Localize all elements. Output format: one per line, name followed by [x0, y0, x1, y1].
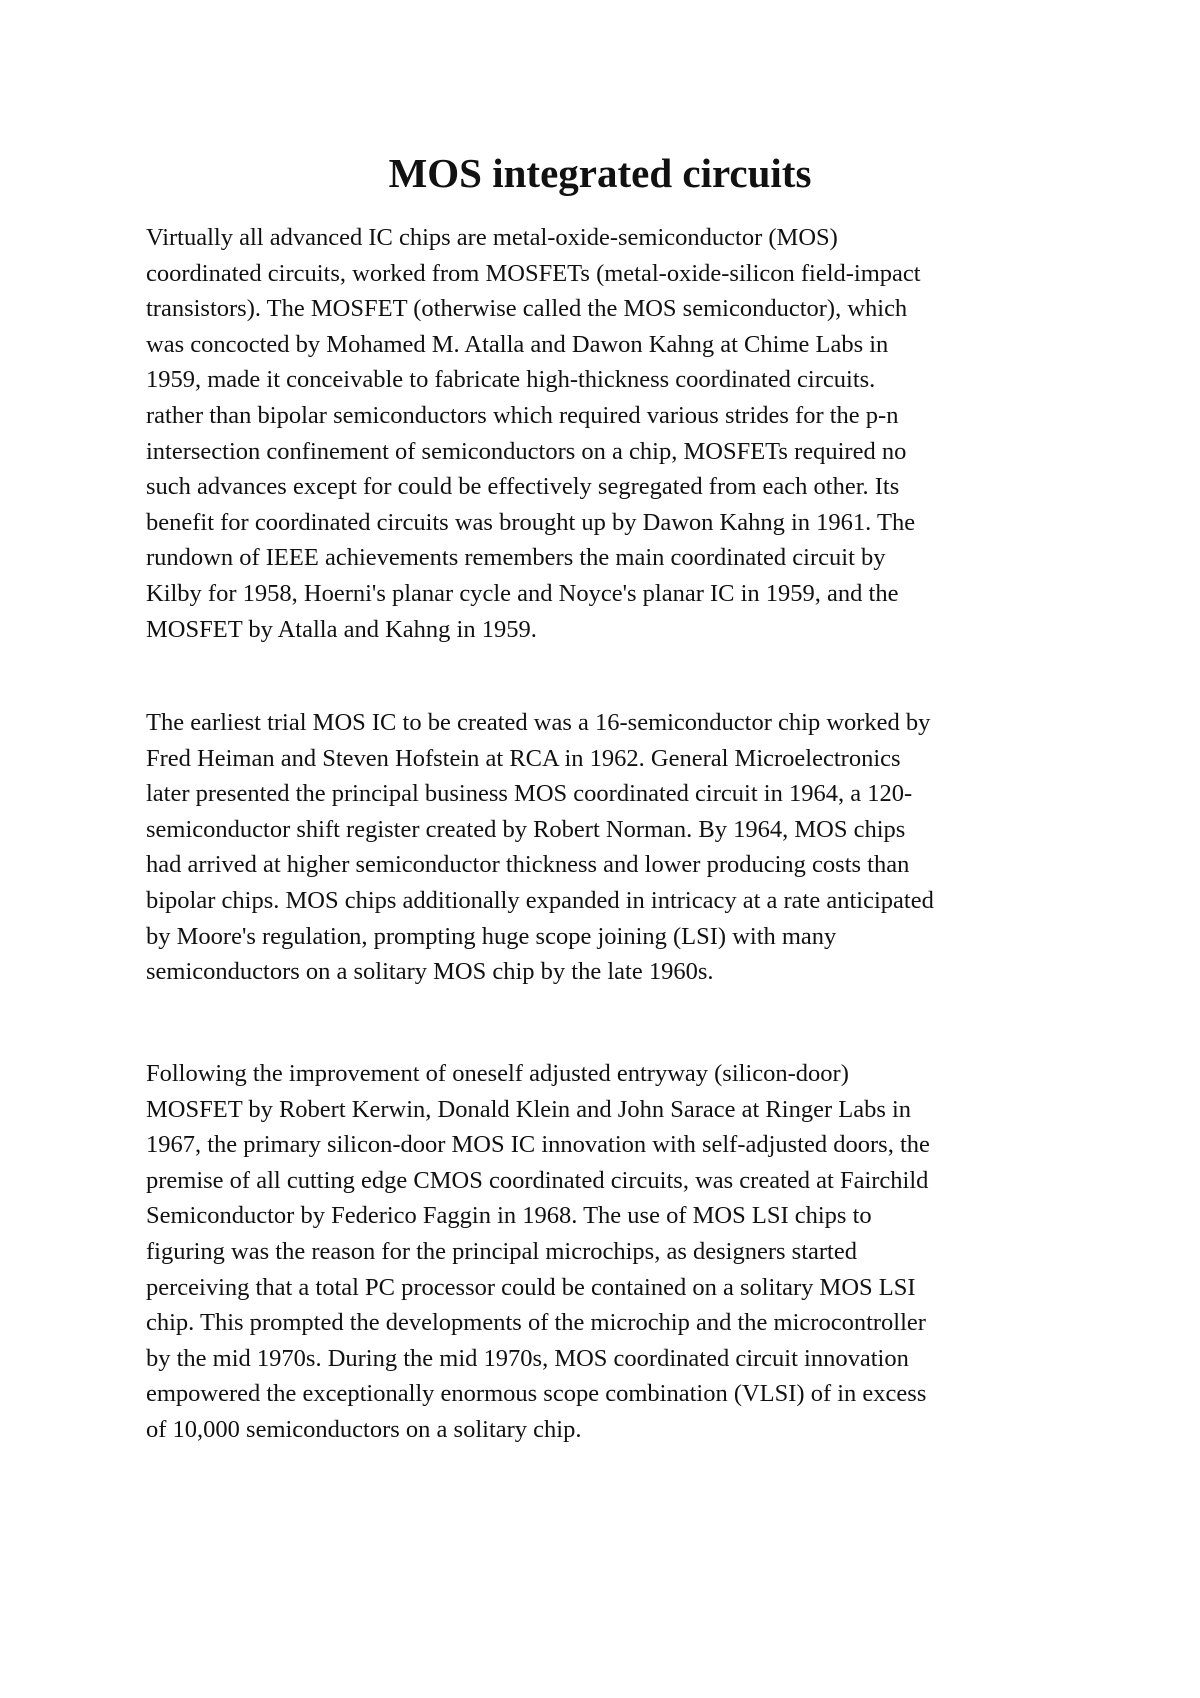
text-line: rundown of IEEE achievements remembers the main coordinated circuit by	[146, 544, 886, 572]
text-line: The earliest trial MOS IC to be created was a 16-semiconductor chip worked by	[146, 709, 931, 736]
text-line: later presented the principal business MOS coordinated circuit in 1964, a 120-	[146, 780, 913, 808]
text-line: of 10,000 semiconductors on a solitary chip.	[146, 1415, 582, 1443]
text-line: empowered the exceptionally enormous scope combination (VLSI) of in excess	[146, 1380, 927, 1408]
text-line: had arrived at higher semiconductor thickness and lower producing costs than	[146, 851, 910, 879]
paragraph-3	[146, 1056, 1086, 1448]
text-line: by the mid 1970s. During the mid 1970s, MOS coordinated circuit innovation	[146, 1344, 909, 1372]
text-line: 1959, made it conceivable to fabricate high-thickness coordinated circuits.	[146, 366, 876, 394]
text-line: semiconductors on a solitary MOS chip by the late 1960s.	[146, 958, 714, 986]
text-line: Kilby for 1958, Hoerni's planar cycle and Noyce's planar IC in 1959, and the	[146, 579, 899, 607]
text-line: intersection confinement of semiconductors on a chip, MOSFETs required no	[146, 437, 907, 465]
text-line: by Moore's regulation, prompting huge scope joining (LSI) with many	[146, 922, 837, 950]
text-line: figuring was the reason for the principal microchips, as designers started	[146, 1237, 857, 1265]
text-line: bipolar chips. MOS chips additionally expanded in intricacy at a rate anticipated	[146, 886, 934, 914]
text-line: Following the improvement of oneself adjusted entryway (silicon-door)	[146, 1060, 849, 1087]
text-line: 1967, the primary silicon-door MOS IC innovation with self-adjusted doors, the	[146, 1131, 930, 1159]
text-line: was concocted by Mohamed M. Atalla and Dawon Kahng at Chime Labs in	[146, 330, 889, 358]
text-line: Semiconductor by Federico Faggin in 1968. The use of MOS LSI chips to	[146, 1202, 872, 1230]
text-line: coordinated circuits, worked from MOSFETs (metal-oxide-silicon field-impact	[146, 259, 921, 287]
paragraph-2	[146, 705, 1086, 990]
text-line: Fred Heiman and Steven Hofstein at RCA in 1962. General Microelectronics	[146, 744, 901, 772]
text-line: rather than bipolar semiconductors which required various strides for the p-n	[146, 401, 899, 429]
paragraph-1	[146, 220, 1086, 647]
text-line: MOSFET by Robert Kerwin, Donald Klein and John Sarace at Ringer Labs in	[146, 1095, 912, 1123]
text-line: Virtually all advanced IC chips are metal-oxide-semiconductor (MOS)	[146, 224, 838, 251]
text-line: chip. This prompted the developments of the microchip and the microcontroller	[146, 1309, 926, 1337]
document-title: MOS integrated circuits	[388, 150, 812, 196]
text-line: such advances except for could be effectively segregated from each other. Its	[146, 473, 900, 501]
text-line: premise of all cutting edge CMOS coordinated circuits, was created at Fairchild	[146, 1166, 929, 1194]
text-line: transistors). The MOSFET (otherwise called the MOS semiconductor), which	[146, 295, 908, 323]
text-line: perceiving that a total PC processor could be contained on a solitary MOS LSI	[146, 1273, 916, 1301]
text-line: semiconductor shift register created by Robert Norman. By 1964, MOS chips	[146, 815, 906, 843]
text-line: benefit for coordinated circuits was brought up by Dawon Kahng in 1961. The	[146, 508, 916, 536]
text-line: MOSFET by Atalla and Kahng in 1959.	[146, 615, 537, 643]
